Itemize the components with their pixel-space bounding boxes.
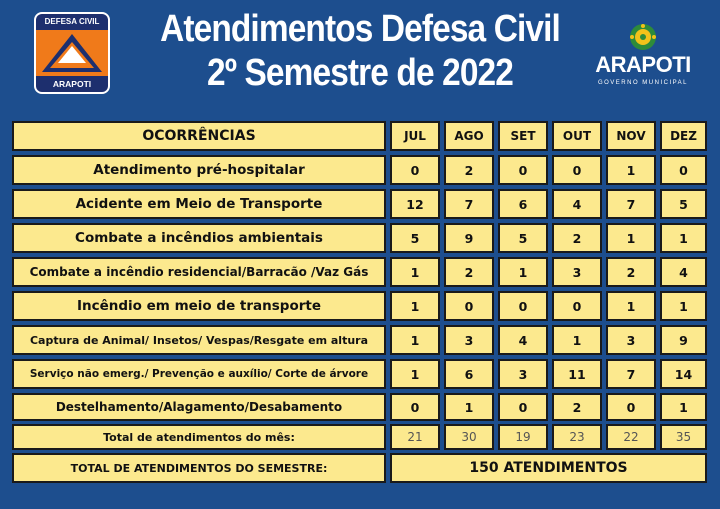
occurrence-label: Combate a incêndio residencial/Barracão /Vaz Gás bbox=[12, 257, 386, 287]
monthly-total-cell: 35 bbox=[660, 424, 707, 450]
table-cell: 12 bbox=[390, 189, 440, 219]
table-cell: 6 bbox=[498, 189, 548, 219]
table-cell: 0 bbox=[606, 393, 656, 421]
table-cell: 5 bbox=[390, 223, 440, 253]
table-cell: 5 bbox=[498, 223, 548, 253]
month-header: AGO bbox=[444, 121, 494, 151]
logo-left-top-text: DEFESA CIVIL bbox=[36, 14, 108, 30]
table-cell: 0 bbox=[660, 155, 707, 185]
title-line-2: 2º Semestre de 2022 bbox=[207, 52, 513, 94]
table-cell: 3 bbox=[444, 325, 494, 355]
table-cell: 4 bbox=[660, 257, 707, 287]
table-cell: 1 bbox=[660, 393, 707, 421]
table-cell: 1 bbox=[444, 393, 494, 421]
table-cell: 3 bbox=[552, 257, 602, 287]
table-cell: 1 bbox=[390, 359, 440, 389]
table-cell: 2 bbox=[444, 155, 494, 185]
occurrence-label: Captura de Animal/ Insetos/ Vespas/Resgate em altura bbox=[12, 325, 386, 355]
logo-left-bottom-text: ARAPOTI bbox=[36, 76, 108, 92]
table-cell: 0 bbox=[444, 291, 494, 321]
table-cell: 1 bbox=[390, 257, 440, 287]
logo-right-subtitle: GOVERNO MUNICIPAL bbox=[597, 80, 689, 86]
month-header: JUL bbox=[390, 121, 440, 151]
table-cell: 0 bbox=[552, 291, 602, 321]
occurrence-label: Incêndio em meio de transporte bbox=[12, 291, 386, 321]
table-cell: 0 bbox=[390, 393, 440, 421]
table-cell: 4 bbox=[498, 325, 548, 355]
title-line-1: Atendimentos Defesa Civil bbox=[160, 8, 560, 50]
monthly-total-cell: 19 bbox=[498, 424, 548, 450]
table-cell: 2 bbox=[552, 393, 602, 421]
occurrence-label: Combate a incêndios ambientais bbox=[12, 223, 386, 253]
monthly-total-cell: 22 bbox=[606, 424, 656, 450]
table-cell: 2 bbox=[552, 223, 602, 253]
table-cell: 2 bbox=[606, 257, 656, 287]
arapoti-emblem-icon bbox=[628, 22, 658, 52]
table-cell: 4 bbox=[552, 189, 602, 219]
occurrence-label: Acidente em Meio de Transporte bbox=[12, 189, 386, 219]
table-cell: 0 bbox=[498, 393, 548, 421]
table-cell: 0 bbox=[498, 291, 548, 321]
table-cell: 1 bbox=[606, 291, 656, 321]
table-cell: 7 bbox=[606, 189, 656, 219]
semester-total-label: TOTAL DE ATENDIMENTOS DO SEMESTRE: bbox=[12, 453, 386, 483]
table-cell: 2 bbox=[444, 257, 494, 287]
table-cell: 5 bbox=[660, 189, 707, 219]
monthly-total-cell: 30 bbox=[444, 424, 494, 450]
table-cell: 0 bbox=[390, 155, 440, 185]
logo-right-name: ARAPOTI bbox=[595, 52, 691, 77]
month-header: SET bbox=[498, 121, 548, 151]
defesa-civil-logo bbox=[36, 14, 108, 92]
page-title bbox=[130, 10, 590, 92]
occurrence-label: Destelhamento/Alagamento/Desabamento bbox=[12, 393, 386, 421]
table-cell: 7 bbox=[606, 359, 656, 389]
table-cell: 1 bbox=[498, 257, 548, 287]
monthly-total-cell: 21 bbox=[390, 424, 440, 450]
table-cell: 14 bbox=[660, 359, 707, 389]
month-header: OUT bbox=[552, 121, 602, 151]
table-cell: 6 bbox=[444, 359, 494, 389]
arapoti-logo bbox=[588, 22, 698, 92]
table-cell: 1 bbox=[660, 291, 707, 321]
table-cell: 1 bbox=[606, 155, 656, 185]
table-cell: 3 bbox=[606, 325, 656, 355]
month-header: NOV bbox=[606, 121, 656, 151]
month-header: DEZ bbox=[660, 121, 707, 151]
monthly-total-cell: 23 bbox=[552, 424, 602, 450]
civil-defense-triangle-icon bbox=[36, 30, 108, 76]
table-cell: 1 bbox=[552, 325, 602, 355]
semester-total-value: 150 ATENDIMENTOS bbox=[390, 453, 707, 483]
occurrence-label: Atendimento pré-hospitalar bbox=[12, 155, 386, 185]
table-cell: 1 bbox=[390, 291, 440, 321]
table-cell: 11 bbox=[552, 359, 602, 389]
table-cell: 3 bbox=[498, 359, 548, 389]
occurrence-label: Serviço não emerg./ Prevenção e auxílio/ Corte de árvore bbox=[12, 359, 386, 389]
table-cell: 0 bbox=[498, 155, 548, 185]
table-cell: 0 bbox=[552, 155, 602, 185]
table-cell: 9 bbox=[444, 223, 494, 253]
occurrences-header: OCORRÊNCIAS bbox=[12, 121, 386, 151]
table-cell: 9 bbox=[660, 325, 707, 355]
monthly-total-label: Total de atendimentos do mês: bbox=[12, 424, 386, 450]
table-cell: 1 bbox=[606, 223, 656, 253]
table-cell: 7 bbox=[444, 189, 494, 219]
table-cell: 1 bbox=[390, 325, 440, 355]
table-cell: 1 bbox=[660, 223, 707, 253]
